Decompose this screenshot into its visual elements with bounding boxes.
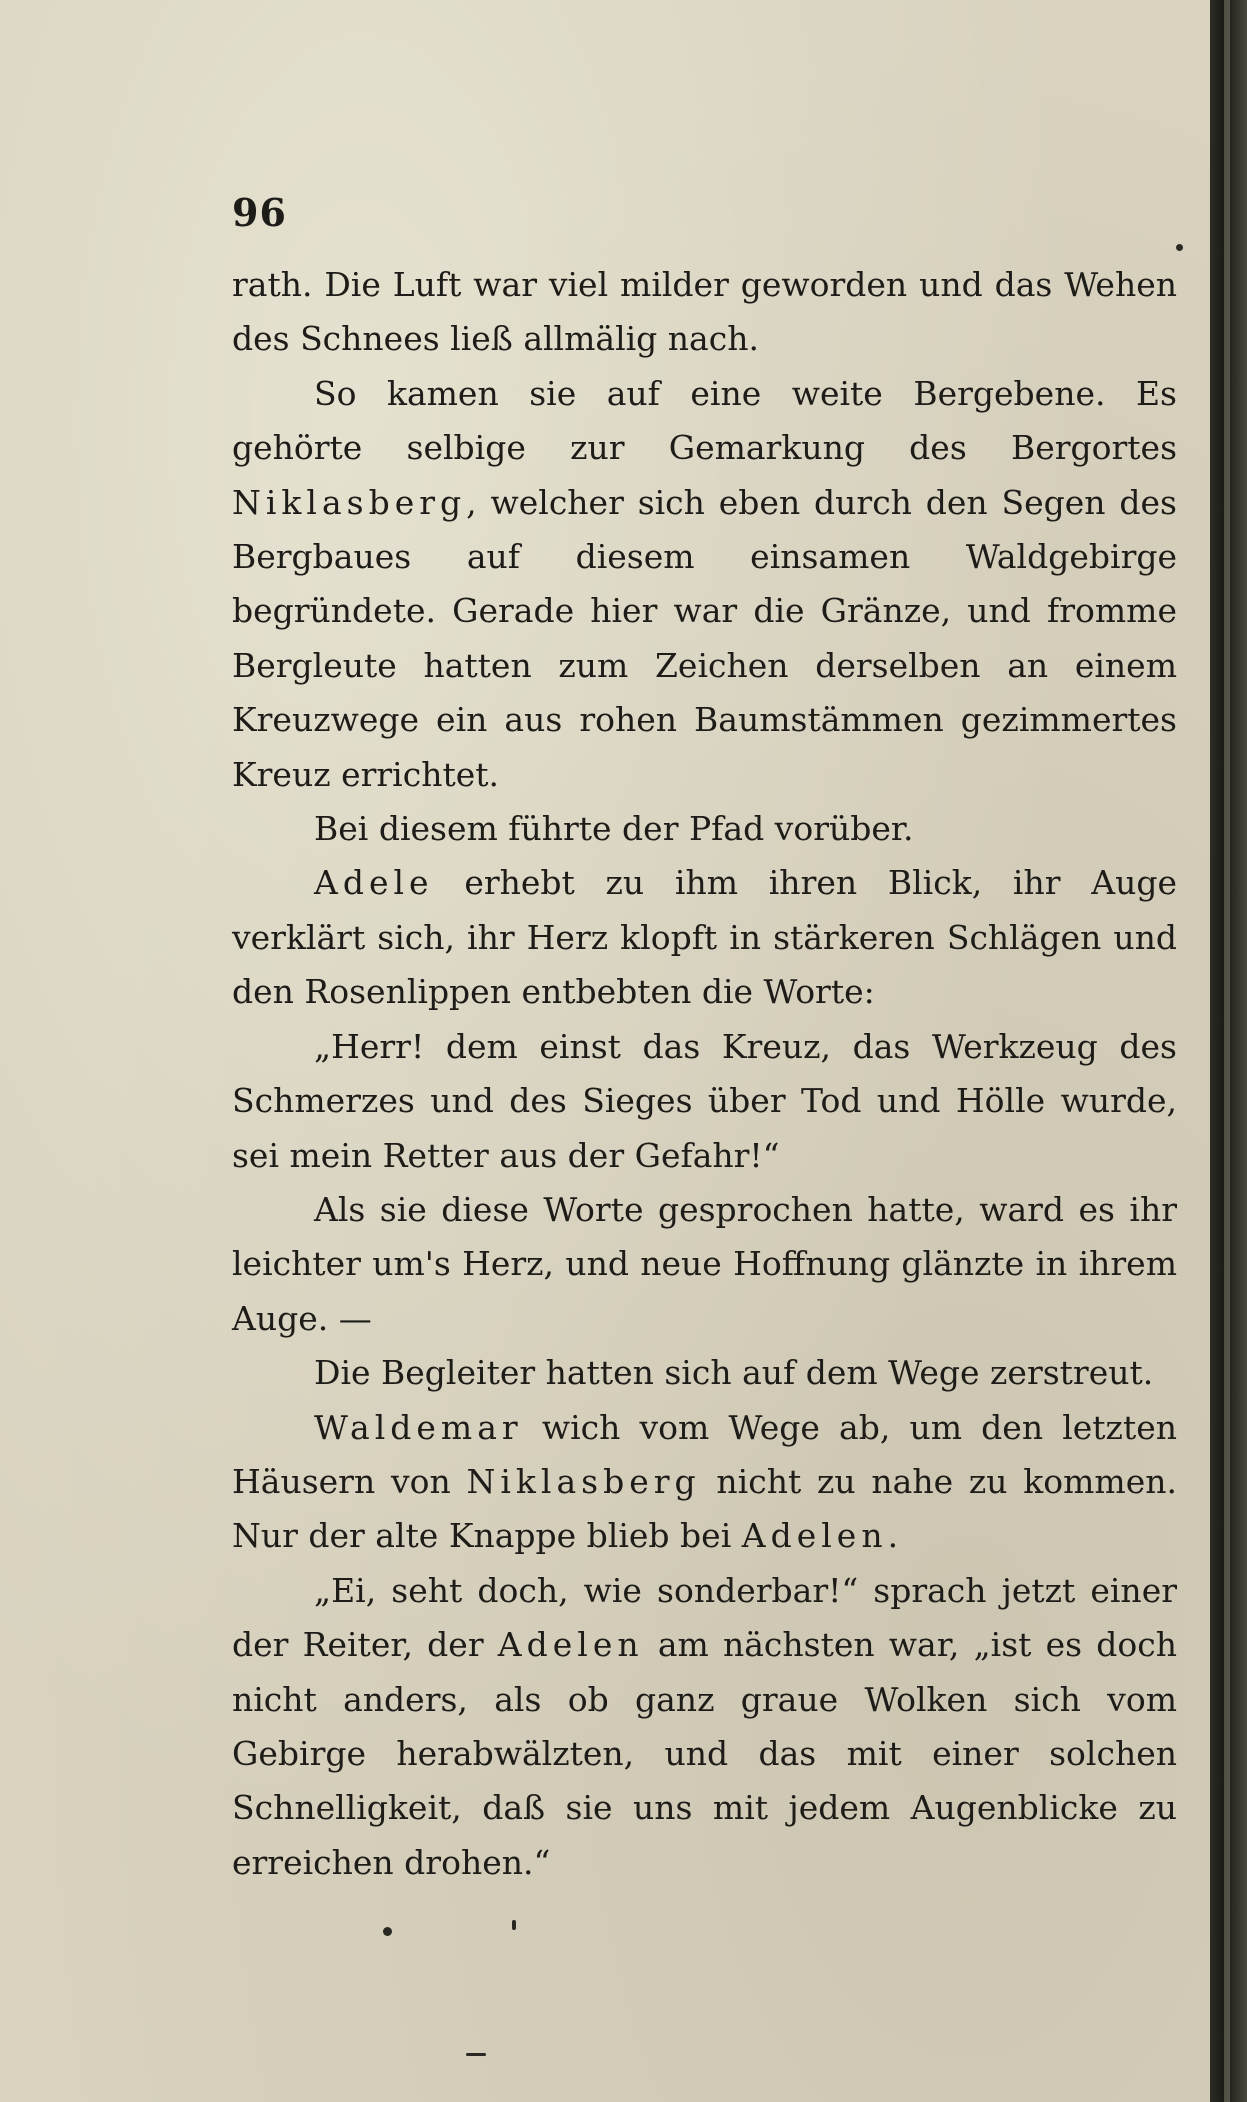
gutter-fold <box>1224 0 1230 2102</box>
text-run: am nächsten war, „ist es doch nicht anders, als ob ganz graue Wolken sich vom Gebirge herabwälzten, und das mit einer solchen Schnelligkeit, daß sie uns mit jedem Augenblicke zu erreichen drohen.“ <box>232 1625 1177 1882</box>
text-run: nicht zu nahe zu kommen. Nur der alte Knappe blieb bei <box>232 1461 1177 1556</box>
spaced-name: Niklasberg <box>232 482 467 522</box>
paragraph <box>232 1346 1177 1400</box>
text-run: „Ei, seht doch, wie sonderbar!“ sprach jetzt einer der Reiter, der <box>232 1570 1177 1665</box>
text-run: rath. Die Luft war viel milder geworden und das Wehen des Schnees ließ allmälig nach. <box>232 265 1177 359</box>
text-run: Als sie diese Worte gesprochen hatte, ward es ihr leichter um's Herz, und neue Hoffnung glänzte in ihrem Auge. — <box>232 1189 1177 1338</box>
ink-speck <box>383 1927 392 1936</box>
paragraph <box>232 1020 1177 1183</box>
paragraph <box>232 856 1177 1019</box>
spaced-name: Adelen <box>741 1516 888 1556</box>
spaced-name: Niklasberg <box>466 1461 701 1501</box>
paragraph <box>232 1401 1177 1564</box>
spaced-name: Adele <box>314 863 434 903</box>
spaced-name: Adelen <box>497 1625 644 1665</box>
paragraph <box>232 1183 1177 1346</box>
text-run: So kamen sie auf eine weite Bergebene. Es gehörte selbige zur Gemarkung des Bergortes <box>232 373 1177 468</box>
text-run: , welcher sich eben durch den Segen des Bergbaues auf diesem einsamen Waldgebirge begründete. Gerade hier war die Gränze, und fromme Bergleute hatten zum Zeichen derselben an einem Kreuzwege ein aus rohen Baumstämmen gezimmertes Kreuz errichtet. <box>232 482 1177 794</box>
paragraph <box>232 802 1177 856</box>
text-run: . <box>887 1516 899 1556</box>
text-run: Die Begleiter hatten sich auf dem Wege zerstreut. <box>314 1353 1154 1393</box>
text-run: „Herr! dem einst das Kreuz, das Werkzeug des Schmerzes und des Sieges über Tod und Hölle wurde, sei mein Retter aus der Gefahr!“ <box>232 1026 1177 1175</box>
paragraph <box>232 258 1177 367</box>
text-run: erhebt zu ihm ihren Blick, ihr Auge verklärt sich, ihr Herz klopft in stärkeren Schlägen und den Rosenlippen entbebten die Worte: <box>232 863 1177 1012</box>
paragraph <box>232 367 1177 802</box>
text-run: wich vom Wege ab, um den letzten Häusern von <box>232 1407 1177 1501</box>
text-run: Bei diesem führte der Pfad vorüber. <box>314 809 914 849</box>
body-text <box>232 258 1177 1890</box>
page-number: 96 <box>232 190 287 235</box>
ink-speck <box>466 2053 486 2056</box>
paragraph <box>232 1564 1177 1890</box>
spaced-name: Waldemar <box>314 1407 523 1447</box>
ink-speck <box>1176 244 1183 251</box>
ink-speck <box>512 1920 516 1930</box>
